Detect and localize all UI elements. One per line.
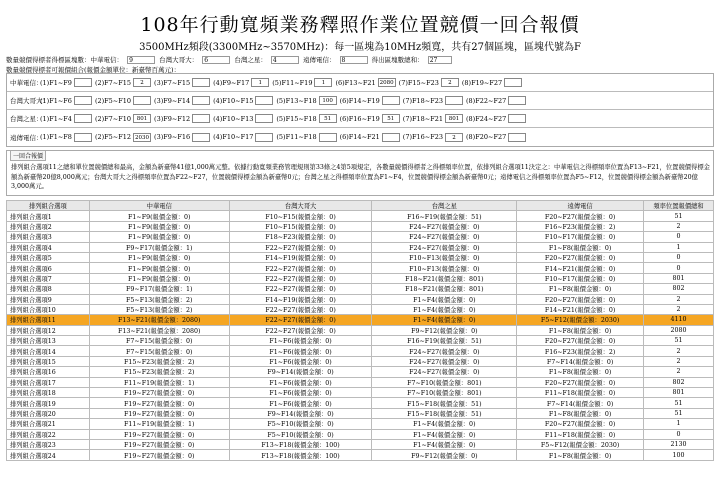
table-cell: F22~F27(報價金額：0) <box>229 315 372 325</box>
table-cell: 排列組合選項21 <box>7 419 90 429</box>
bid-option-label: (5)F13~F18 <box>276 96 317 105</box>
table-cell: F13~F18(報價金額：100) <box>229 439 372 449</box>
bid-option <box>399 78 459 87</box>
bid-option <box>213 96 273 105</box>
table-cell: 排列組合選項20 <box>7 408 90 418</box>
table-cell: F9~F14(報價金額：0) <box>229 367 372 377</box>
table-cell: F20~F27(報價金額：0) <box>517 377 644 387</box>
column-header: 頻率位置報價總和 <box>644 201 714 211</box>
table-cell: F9~F14(報價金額：0) <box>229 408 372 418</box>
bid-option-label: (7)F18~F21 <box>402 114 444 123</box>
table-cell: 802 <box>644 377 714 387</box>
table-cell: 排列組合選項10 <box>7 304 90 314</box>
table-row <box>7 252 714 262</box>
table-cell: 100 <box>644 450 714 460</box>
bid-amount-field[interactable]: 51 <box>319 114 337 123</box>
bid-option <box>272 78 332 87</box>
table-cell: 0 <box>644 263 714 273</box>
table-cell: 2130 <box>644 439 714 449</box>
bid-combinations-label: 數量競價得標者可報價組合(報價金額單位：新臺幣百萬元)： <box>6 66 181 74</box>
table-cell: F18~F23(報價金額：0) <box>229 232 372 242</box>
bid-amount-field[interactable]: 801 <box>445 114 463 123</box>
table-cell: F16~F19(報價金額：51) <box>372 336 517 346</box>
bid-option-label: (6)F14~F21 <box>339 133 380 141</box>
table-row <box>7 336 714 346</box>
table-cell: F9~F17(報價金額：1) <box>89 242 229 252</box>
table-cell: 2 <box>644 294 714 304</box>
table-cell: F13~F18(報價金額：100) <box>229 450 372 460</box>
bid-option-label: (5)F11~F18 <box>276 133 317 141</box>
summary-tag: 一回合報價 <box>10 150 46 161</box>
table-cell: F9~F12(報價金額：0) <box>372 325 517 335</box>
apt-count-field: 8 <box>340 56 368 64</box>
table-cell: F1~F4(報價金額：0) <box>372 419 517 429</box>
table-cell: 4110 <box>644 315 714 325</box>
table-cell: 排列組合選項12 <box>7 325 90 335</box>
table-cell: F1~F9(報價金額：0) <box>89 221 229 231</box>
table-cell: 排列組合選項22 <box>7 429 90 439</box>
bid-option <box>466 133 526 142</box>
table-cell: 排列組合選項24 <box>7 450 90 460</box>
table-cell: F15~F23(報價金額：2) <box>89 367 229 377</box>
table-cell: 1 <box>644 419 714 429</box>
bid-option-label: (8)F22~F27 <box>466 96 507 105</box>
cht-count-field: 9 <box>127 56 155 64</box>
table-cell: 排列組合選項16 <box>7 367 90 377</box>
bid-option-label: (2)F5~F10 <box>94 96 132 105</box>
table-row <box>7 377 714 387</box>
table-cell: 排列組合選項14 <box>7 346 90 356</box>
table-cell: 51 <box>644 336 714 346</box>
table-cell: F1~F9(報價金額：0) <box>89 232 229 242</box>
table-row <box>7 388 714 398</box>
bid-option-label: (5)F11~F19 <box>272 78 313 87</box>
table-cell: F7~F10(報價金額：801) <box>372 377 517 387</box>
table-cell: F15~F18(報價金額：51) <box>372 408 517 418</box>
bid-amount-field[interactable]: 51 <box>382 114 400 123</box>
bid-amount-field[interactable] <box>192 78 210 87</box>
bid-option-label: (1)F1~F4 <box>40 114 72 123</box>
table-cell: F1~F6(報價金額：0) <box>229 346 372 356</box>
total-count-label: 得出區塊數總和： <box>371 56 424 64</box>
bid-option-label: (3)F9~F12 <box>154 114 191 123</box>
table-cell: F13~F21(報價金額：2080) <box>89 315 229 325</box>
bid-amount-field[interactable] <box>508 114 526 123</box>
bid-option <box>40 78 92 87</box>
bid-amount-field[interactable] <box>508 133 526 142</box>
bid-option-label: (5)F15~F18 <box>276 114 317 123</box>
table-cell: 1 <box>644 242 714 252</box>
table-cell: F19~F27(報價金額：0) <box>89 408 229 418</box>
table-cell: 排列組合選項13 <box>7 336 90 346</box>
table-cell: F24~F27(報價金額：0) <box>372 242 517 252</box>
table-cell: F20~F27(報價金額：0) <box>517 252 644 262</box>
bid-amount-field[interactable] <box>74 133 92 142</box>
summary-text: 排列組合選項11之總和單位置競價總和最高，金額為新臺幣41億1,000萬元整。依據行動寬頻業務管理規則第33條之4第5項規定，各數量競價得標者之得標頻率位置，依排列組合選項11決定之：中華電信之得標頻率位置為F13~F21，位置競價得標金額為新臺幣20億8,000萬元；台灣大哥大之得標頻率位置為F22~F27，位置競價得標金額為新臺幣0元；台灣之星之得標頻率位置為F1~F4，位置競價得標金額為新臺幣0元；遠傳電信之得標頻率位置為F5~F12，位置競價得標金額為新臺幣20億3,000萬元。 <box>11 164 710 190</box>
table-row <box>7 221 714 231</box>
table-row <box>7 284 714 294</box>
table-cell: 排列組合選項23 <box>7 439 90 449</box>
bid-amount-field[interactable] <box>255 133 273 142</box>
fet-count-label: 台灣之星： <box>234 56 267 64</box>
bid-option-label: (3)F9~F16 <box>154 133 191 141</box>
table-row <box>7 450 714 460</box>
table-cell: F11~F19(報價金額：1) <box>89 419 229 429</box>
bid-option <box>403 133 463 142</box>
table-row <box>7 367 714 377</box>
bid-option <box>335 78 395 87</box>
table-cell: F10~F13(報價金額：0) <box>372 263 517 273</box>
table-cell: F1~F6(報價金額：0) <box>229 377 372 387</box>
table-cell: F1~F4(報價金額：0) <box>372 429 517 439</box>
table-cell: F11~F19(報價金額：1) <box>89 377 229 387</box>
winner-counts-label: 數量競價得標者得標區塊數：中華電信： <box>6 56 123 64</box>
bid-option-label: (1)F1~F8 <box>40 133 72 141</box>
table-cell: F1~F8(報價金額：0) <box>517 242 644 252</box>
table-cell: F22~F27(報價金額：0) <box>229 304 372 314</box>
page-subtitle: 3500MHz頻段(3300MHz~3570MHz)：每一區塊為10MHz頻寬，共有27個區塊，區塊代號為F <box>139 42 581 53</box>
table-cell: F1~F6(報價金額：0) <box>229 388 372 398</box>
table-cell: F10~F17(報價金額：0) <box>517 232 644 242</box>
table-cell: F7~F14(報價金額：0) <box>517 398 644 408</box>
twm-count-label: 台灣大哥大： <box>159 56 199 64</box>
table-cell: 2 <box>644 304 714 314</box>
bid-option <box>462 78 522 87</box>
table-cell: F7~F15(報價金額：0) <box>89 346 229 356</box>
table-cell: 51 <box>644 211 714 221</box>
operator-row <box>7 74 713 92</box>
bid-amount-field[interactable] <box>74 78 92 87</box>
table-cell: 2 <box>644 356 714 366</box>
table-cell: F19~F27(報價金額：0) <box>89 388 229 398</box>
table-cell: F10~F15(報價金額：0) <box>229 211 372 221</box>
bid-option-label: (8)F24~F27 <box>466 114 507 123</box>
bid-amount-field[interactable] <box>74 96 92 105</box>
table-cell: 0 <box>644 232 714 242</box>
bid-option <box>276 96 336 105</box>
table-cell: F1~F9(報價金額：0) <box>89 273 229 283</box>
table-cell: F19~F27(報價金額：0) <box>89 439 229 449</box>
bid-option-label: (1)F1~F6 <box>40 96 72 105</box>
bid-option <box>95 78 151 87</box>
table-cell: F16~F23(報價金額：2) <box>517 346 644 356</box>
bid-amount-field[interactable] <box>133 96 151 105</box>
table-cell: 2 <box>644 346 714 356</box>
operator-bid-panel <box>6 73 714 147</box>
table-row <box>7 439 714 449</box>
column-header: 台灣之星 <box>372 201 517 211</box>
table-cell: F16~F19(報價金額：51) <box>372 211 517 221</box>
bid-option-label: (2)F7~F10 <box>94 114 132 123</box>
table-cell: F5~F12(報價金額：2030) <box>517 315 644 325</box>
bid-option-label: (6)F14~F19 <box>339 96 380 105</box>
table-cell: 排列組合選項5 <box>7 252 90 262</box>
bid-option <box>340 133 400 142</box>
table-cell: F10~F15(報價金額：0) <box>229 221 372 231</box>
fet-count-field: 4 <box>271 56 299 64</box>
table-cell: F11~F18(報價金額：0) <box>517 388 644 398</box>
combination-results-table <box>6 200 714 461</box>
bid-option <box>213 133 273 142</box>
table-cell: F24~F27(報價金額：0) <box>372 356 517 366</box>
bid-option-label: (7)F18~F23 <box>402 96 444 105</box>
table-cell: F18~F21(報價金額：801) <box>372 284 517 294</box>
bid-option <box>154 133 210 142</box>
table-row <box>7 294 714 304</box>
bid-amount-field[interactable] <box>319 133 337 142</box>
table-cell: 排列組合選項3 <box>7 232 90 242</box>
table-cell: F1~F4(報價金額：0) <box>372 294 517 304</box>
column-header: 排列組合選項 <box>7 201 90 211</box>
bid-option-label: (3)F9~F14 <box>154 96 191 105</box>
table-cell: F15~F18(報價金額：51) <box>372 398 517 408</box>
table-row <box>7 263 714 273</box>
table-cell: F19~F27(報價金額：0) <box>89 398 229 408</box>
table-cell: F22~F27(報價金額：0) <box>229 242 372 252</box>
table-cell: F10~F13(報價金額：0) <box>372 252 517 262</box>
table-row <box>7 242 714 252</box>
bid-option-label: (8)F20~F27 <box>466 133 507 141</box>
table-cell: F22~F27(報價金額：0) <box>229 325 372 335</box>
table-cell: 0 <box>644 252 714 262</box>
apt-count-label: 遠傳電信： <box>302 56 336 64</box>
table-row <box>7 325 714 335</box>
table-cell: 2 <box>644 367 714 377</box>
bid-option-label: (2)F7~F15 <box>94 78 132 87</box>
bid-option <box>95 96 151 105</box>
table-row <box>7 408 714 418</box>
operator-row <box>7 92 713 110</box>
table-cell: 排列組合選項7 <box>7 273 90 283</box>
column-header: 台灣大哥大 <box>229 201 372 211</box>
result-summary <box>6 150 714 196</box>
table-cell: F14~F21(報價金額：0) <box>517 263 644 273</box>
bid-amount-field[interactable] <box>382 96 400 105</box>
table-cell: F1~F4(報價金額：0) <box>372 315 517 325</box>
table-cell: F19~F27(報價金額：0) <box>89 450 229 460</box>
table-cell: 排列組合選項15 <box>7 356 90 366</box>
bid-amount-field[interactable]: 2 <box>133 78 151 87</box>
table-cell: F24~F27(報價金額：0) <box>372 232 517 242</box>
table-cell: 排列組合選項17 <box>7 377 90 387</box>
table-cell: F19~F27(報價金額：0) <box>89 429 229 439</box>
bid-amount-field[interactable]: 100 <box>319 96 337 105</box>
table-cell: F24~F27(報價金額：0) <box>372 367 517 377</box>
table-cell: F9~F17(報價金額：1) <box>89 284 229 294</box>
bid-option-label: (3)F7~F15 <box>154 78 191 87</box>
table-cell: F10~F17(報價金額：0) <box>517 273 644 283</box>
table-cell: 排列組合選項1 <box>7 211 90 221</box>
table-cell: F20~F27(報價金額：0) <box>517 294 644 304</box>
bid-option-label: (4)F10~F13 <box>213 114 254 123</box>
operator-name: 台灣之星： <box>10 115 43 123</box>
bid-option <box>403 96 463 105</box>
table-cell: F1~F4(報價金額：0) <box>372 439 517 449</box>
table-row <box>7 211 714 221</box>
table-cell: F14~F19(報價金額：0) <box>229 294 372 304</box>
bid-option <box>340 114 400 123</box>
bid-option-label: (6)F13~F21 <box>335 78 376 87</box>
table-cell: F1~F8(報價金額：0) <box>517 325 644 335</box>
bid-amount-field[interactable]: 2 <box>441 78 459 87</box>
bid-option <box>95 133 151 142</box>
table-cell: 51 <box>644 408 714 418</box>
table-cell: F20~F27(報價金額：0) <box>517 419 644 429</box>
bid-amount-field[interactable] <box>508 96 526 105</box>
table-cell: F1~F8(報價金額：0) <box>517 450 644 460</box>
table-cell: F1~F6(報價金額：0) <box>229 398 372 408</box>
table-cell: F22~F27(報價金額：0) <box>229 263 372 273</box>
table-cell: 2080 <box>644 325 714 335</box>
table-cell: F7~F10(報價金額：801) <box>372 388 517 398</box>
twm-count-field: 6 <box>202 56 230 64</box>
table-row <box>7 232 714 242</box>
bid-option-label: (7)F15~F23 <box>398 78 439 87</box>
bid-amount-field[interactable]: 2030 <box>135 134 150 141</box>
table-cell: F20~F27(報價金額：0) <box>517 211 644 221</box>
table-cell: 排列組合選項2 <box>7 221 90 231</box>
bid-option <box>40 133 92 142</box>
operator-name: 遠傳電信： <box>10 133 43 142</box>
table-cell: 排列組合選項19 <box>7 398 90 408</box>
table-cell: F24~F27(報價金額：0) <box>372 346 517 356</box>
table-cell: F1~F8(報價金額：0) <box>517 408 644 418</box>
winner-block-counts <box>6 55 454 64</box>
page-title: 108年行動寬頻業務釋照作業位置競價一回合報價 <box>140 14 580 36</box>
bid-option <box>276 133 336 142</box>
total-count-field: 27 <box>428 56 452 64</box>
bid-amount-field[interactable]: 1 <box>251 78 269 87</box>
table-cell: F1~F6(報價金額：0) <box>229 336 372 346</box>
bid-option-label: (4)F10~F15 <box>213 96 254 105</box>
table-cell: F5~F10(報價金額：0) <box>229 429 372 439</box>
table-cell: 排列組合選項6 <box>7 263 90 273</box>
table-cell: F22~F27(報價金額：0) <box>229 284 372 294</box>
table-cell: F1~F6(報價金額：0) <box>229 356 372 366</box>
bid-option-label: (1)F1~F9 <box>40 78 72 87</box>
table-row <box>7 429 714 439</box>
table-cell: F14~F21(報價金額：0) <box>517 304 644 314</box>
bid-option <box>213 114 273 123</box>
bid-amount-field[interactable]: 801 <box>133 114 151 123</box>
table-cell: 802 <box>644 284 714 294</box>
table-cell: 排列組合選項9 <box>7 294 90 304</box>
operator-name: 中華電信： <box>10 79 43 87</box>
column-header: 遠傳電信 <box>517 201 644 211</box>
bid-option <box>95 114 151 123</box>
bid-option-label: (4)F10~F17 <box>213 133 254 141</box>
bid-option-label: (2)F5~F12 <box>94 133 132 141</box>
operator-row <box>7 128 713 146</box>
bid-option <box>154 114 210 123</box>
table-cell: F1~F8(報價金額：0) <box>517 284 644 294</box>
table-row <box>7 356 714 366</box>
bid-amount-field[interactable]: 2080 <box>379 80 394 86</box>
bid-amount-field[interactable] <box>192 133 210 142</box>
bid-option <box>40 114 92 123</box>
bid-amount-field[interactable] <box>504 78 522 87</box>
bid-amount-field[interactable] <box>192 96 210 105</box>
bid-amount-field[interactable] <box>445 96 463 105</box>
bid-amount-field[interactable] <box>382 133 400 142</box>
bid-option-label: (6)F16~F19 <box>339 114 380 123</box>
bid-option <box>154 96 210 105</box>
table-cell: F7~F14(報價金額：0) <box>517 356 644 366</box>
bid-option <box>466 96 526 105</box>
table-header-row <box>7 201 714 211</box>
bid-option <box>403 114 463 123</box>
table-cell: F20~F27(報價金額：0) <box>517 336 644 346</box>
table-row <box>7 273 714 283</box>
table-cell: F13~F21(報價金額：2080) <box>89 325 229 335</box>
bid-option <box>40 96 92 105</box>
table-cell: F7~F15(報價金額：0) <box>89 336 229 346</box>
table-cell: F1~F9(報價金額：0) <box>89 252 229 262</box>
bid-option <box>340 96 400 105</box>
table-row <box>7 419 714 429</box>
table-cell: F24~F27(報價金額：0) <box>372 221 517 231</box>
table-cell: 排列組合選項4 <box>7 242 90 252</box>
table-row <box>7 315 714 325</box>
bid-option <box>154 78 210 87</box>
table-cell: F14~F19(報價金額：0) <box>229 252 372 262</box>
table-body <box>7 211 714 460</box>
bid-option-label: (8)F19~F27 <box>461 78 503 87</box>
table-cell: F5~F10(報價金額：0) <box>229 419 372 429</box>
table-row <box>7 398 714 408</box>
table-row <box>7 304 714 314</box>
bid-amount-field[interactable]: 1 <box>314 78 332 87</box>
table-cell: F1~F4(報價金額：0) <box>372 304 517 314</box>
table-cell: 排列組合選項18 <box>7 388 90 398</box>
table-row <box>7 346 714 356</box>
operator-row <box>7 110 713 128</box>
bid-option-label: (4)F9~F17 <box>213 78 250 87</box>
table-cell: 51 <box>644 398 714 408</box>
bid-option <box>466 114 526 123</box>
table-cell: F15~F23(報價金額：2) <box>89 356 229 366</box>
table-cell: F5~F13(報價金額：2) <box>89 294 229 304</box>
bid-option <box>213 78 269 87</box>
bid-option-label: (7)F16~F23 <box>402 133 444 141</box>
table-cell: F11~F18(報價金額：0) <box>517 429 644 439</box>
bid-option <box>276 114 336 123</box>
table-cell: 2 <box>644 221 714 231</box>
bid-amount-field[interactable] <box>255 114 273 123</box>
table-cell: 0 <box>644 429 714 439</box>
table-cell: F22~F27(報價金額：0) <box>229 273 372 283</box>
bid-amount-field[interactable] <box>255 96 273 105</box>
table-cell: F1~F8(報價金額：0) <box>517 367 644 377</box>
table-cell: 排列組合選項8 <box>7 284 90 294</box>
table-cell: F1~F9(報價金額：0) <box>89 211 229 221</box>
table-cell: F5~F12(報價金額：2030) <box>517 439 644 449</box>
table-cell: F18~F21(報價金額：801) <box>372 273 517 283</box>
table-cell: 801 <box>644 388 714 398</box>
table-cell: F1~F9(報價金額：0) <box>89 263 229 273</box>
bid-amount-field[interactable] <box>74 114 92 123</box>
column-header: 中華電信 <box>89 201 229 211</box>
operator-name: 台灣大哥大： <box>10 97 49 105</box>
table-cell: 排列組合選項11 <box>7 315 90 325</box>
bid-amount-field[interactable] <box>192 114 210 123</box>
table-cell: F9~F12(報價金額：0) <box>372 450 517 460</box>
bid-amount-field[interactable]: 2 <box>445 133 463 142</box>
table-cell: F16~F23(報價金額：2) <box>517 221 644 231</box>
table-cell: F5~F13(報價金額：2) <box>89 304 229 314</box>
table-cell: 801 <box>644 273 714 283</box>
